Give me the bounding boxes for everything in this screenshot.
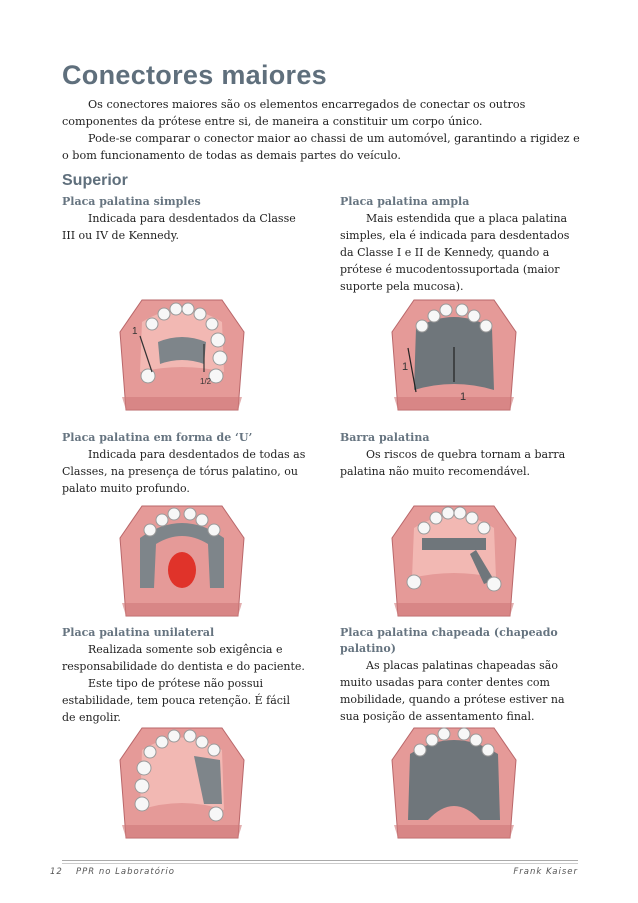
- figure-label: 1/2: [200, 377, 212, 386]
- item-paragraph: Indicada para desdentados da Classe III ou IV de Kennedy.: [62, 212, 296, 242]
- figure-placa-ampla: [384, 292, 524, 412]
- item-text: [340, 657, 580, 725]
- figure-placa-chapeada: [384, 720, 524, 840]
- item-paragraph: Realizada somente sob exigência e responsabilidade do dentista e do paciente.: [62, 643, 305, 673]
- item-title: Placa palatina chapeada (chapeado palatino): [340, 626, 558, 655]
- item-title: Placa palatina em forma de ‘U’: [62, 431, 253, 444]
- page-title: Conectores maiores: [62, 60, 327, 90]
- figure-label: 1: [132, 326, 138, 337]
- figure-placa-u: [112, 498, 252, 618]
- item-paragraph: Indicada para desdentados de todas as Classes, na presença de tórus palatino, ou palato muito profundo.: [62, 448, 306, 495]
- figure-label: 1: [460, 391, 467, 403]
- section-title: Superior: [62, 172, 128, 189]
- intro-paragraph: Pode-se comparar o conector maior ao chassi de um automóvel, garantindo a rigidez e o bom funcionamento de todas as demais partes do veículo.: [62, 132, 580, 162]
- item-text: [340, 210, 580, 295]
- item-barra-palatina: [340, 430, 580, 480]
- figure-placa-simples: [112, 292, 252, 412]
- item-placa-palatina-simples: [62, 194, 307, 244]
- figure-placa-unilateral: [112, 720, 252, 840]
- footer-divider: [62, 860, 578, 861]
- intro-paragraph: Os conectores maiores são os elementos encarregados de conectar os outros componentes da prótese entre si, de maneira a constituir um corpo único.: [62, 98, 526, 128]
- item-placa-palatina-ampla: [340, 194, 580, 295]
- figure-label: 1: [402, 361, 409, 373]
- item-title: Placa palatina simples: [62, 195, 201, 208]
- item-placa-palatina-unilateral: [62, 625, 307, 726]
- footer-divider: [62, 863, 578, 864]
- item-title: Placa palatina ampla: [340, 195, 470, 208]
- item-text: [62, 641, 307, 726]
- page-number: 12: [50, 867, 63, 877]
- item-text: [340, 446, 580, 480]
- intro-text: [62, 96, 582, 164]
- item-paragraph: Este tipo de prótese não possui estabilidade, tem pouca retenção. É fácil de engolir.: [62, 677, 290, 724]
- item-placa-palatina-chapeada: [340, 625, 580, 725]
- item-title: Placa palatina unilateral: [62, 626, 215, 639]
- figure-barra-palatina: [384, 498, 524, 618]
- item-paragraph: Os riscos de quebra tornam a barra palatina não muito recomendável.: [340, 448, 566, 478]
- item-text: [62, 210, 307, 244]
- item-paragraph: Mais estendida que a placa palatina simples, ela é indicada para desdentados da Classe I e II de Kennedy, quando a prótese é mucodentossuportada (maior suporte pela mucosa).: [340, 212, 570, 293]
- item-placa-palatina-u: [62, 430, 307, 497]
- item-title: Barra palatina: [340, 431, 430, 444]
- author-name: Frank Kaiser: [513, 867, 578, 877]
- item-text: [62, 446, 307, 497]
- item-paragraph: As placas palatinas chapeadas são muito usadas para conter dentes com mobilidade, quando a prótese estiver na sua posição de assentamento final.: [340, 659, 565, 723]
- book-title: PPR no Laboratório: [76, 867, 175, 877]
